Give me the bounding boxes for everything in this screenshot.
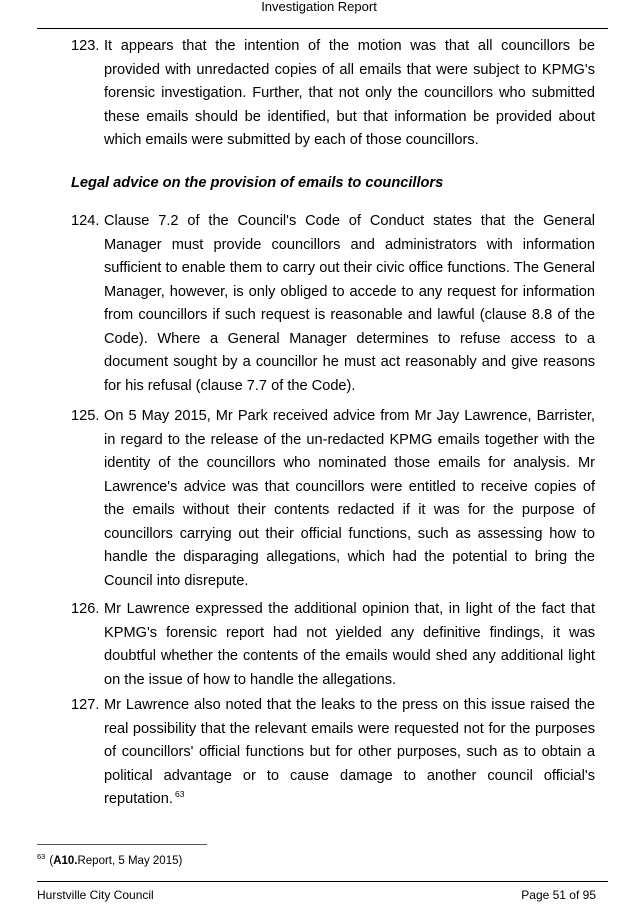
footnote-number: 63 bbox=[37, 852, 46, 861]
paragraph-124 bbox=[71, 210, 595, 398]
paragraph-text: Mr Lawrence expressed the additional opinion that, in light of the fact that KPMG's forensic report had not yielded any definitive findings, it was doubtful whether the contents of the emails would shed any additional light on the issue of how to handle the allegations. bbox=[104, 601, 595, 688]
paragraph-number: 123. bbox=[71, 38, 100, 54]
paragraph-text-body: Mr Lawrence also noted that the leaks to the press on this issue raised the real possibility that the relevant emails were requested not for the purposes of councillors' official functions but for other purposes, such as to obtain a political advantage or to cause damage to another council official's reputation. bbox=[104, 697, 595, 807]
paragraph-number: 126. bbox=[71, 601, 100, 617]
paragraph-text bbox=[104, 694, 595, 812]
footnote-open: ( bbox=[49, 854, 54, 867]
paragraph-number: 125. bbox=[71, 408, 100, 424]
paragraph-123 bbox=[71, 35, 595, 153]
paragraph-125 bbox=[71, 405, 595, 593]
paragraph-text: Clause 7.2 of the Council's Code of Conduct states that the General Manager must provide councillors and administrators with information sufficient to enable them to carry out their civic office functions. The General Manager, however, is only obliged to accede to any request for information from councillors if such request is reasonable and lawful (clause 8.8 of the Code). Where a General Manager determines to refuse access to a document sought by a councillor he must act reasonably and give reasons for his refusal (clause 7.7 of the Code). bbox=[104, 213, 595, 394]
footnote-divider bbox=[37, 844, 207, 845]
paragraph-number: 127. bbox=[71, 697, 100, 713]
footer-page-number: Page 51 of 95 bbox=[521, 888, 596, 902]
footnote-ref-bold: A10. bbox=[53, 854, 78, 867]
footer-organization: Hurstville City Council bbox=[37, 888, 154, 902]
section-heading: Legal advice on the provision of emails to councillors bbox=[71, 175, 444, 191]
paragraph-127 bbox=[71, 694, 595, 812]
paragraph-text: On 5 May 2015, Mr Park received advice from Mr Jay Lawrence, Barrister, in regard to the release of the un-redacted KPMG emails together with the identity of the councillors who nominated those emails for analysis. Mr Lawrence's advice was that councillors were entitled to receive copies of the emails without their contents redacted if it was for the purpose of councillors carrying out their official functions, such as assessing how to handle the disparaging allegations, which had the potential to bring the Council into disrepute. bbox=[104, 408, 595, 589]
paragraph-number: 124. bbox=[71, 213, 100, 229]
footnote bbox=[37, 850, 182, 868]
footer-divider bbox=[37, 881, 608, 882]
footnote-reference[interactable]: 63 bbox=[174, 789, 185, 800]
header-divider bbox=[37, 28, 608, 29]
paragraph-text: It appears that the intention of the motion was that all councillors be provided with unredacted copies of all emails that were subject to KPMG's forensic investigation. Further, that not only the councillors who submitted these emails should be identified, but that information be provided about which emails were submitted by each of those councillors. bbox=[104, 38, 595, 148]
header-title: Investigation Report bbox=[261, 0, 377, 14]
paragraph-126 bbox=[71, 598, 595, 692]
footnote-text: Report, 5 May 2015) bbox=[77, 854, 183, 867]
